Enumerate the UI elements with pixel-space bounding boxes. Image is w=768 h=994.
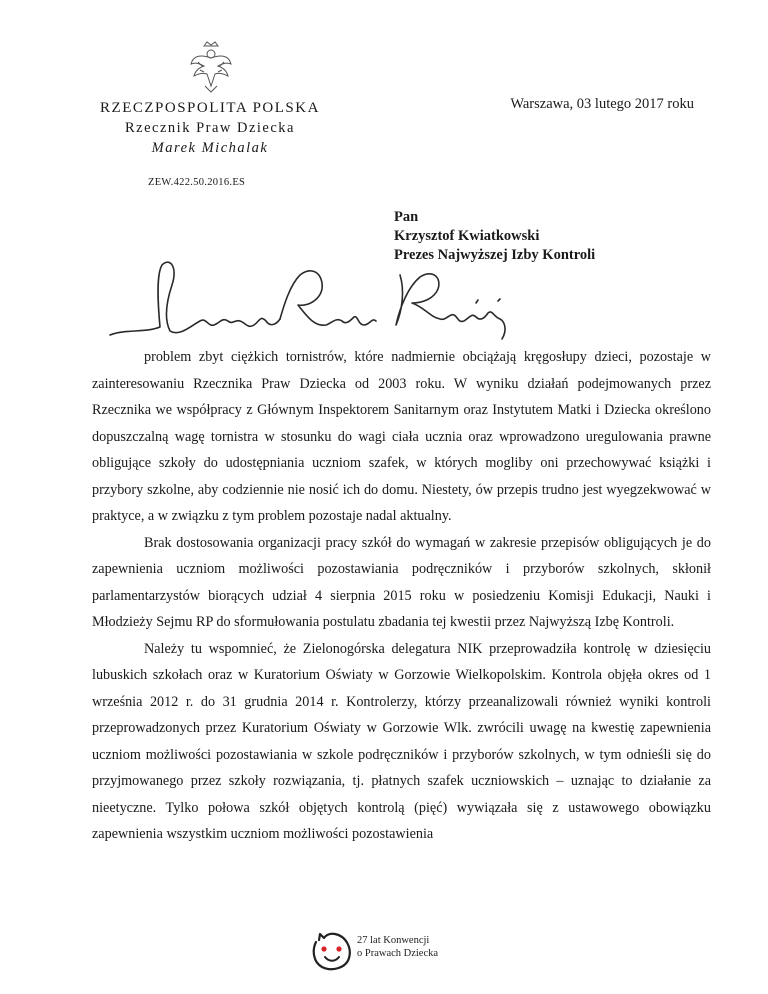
paragraph-3: Należy tu wspomnieć, że Zielonogórska delegatura NIK przeprowadziła kontrolę w dziesięciu lubuskich szkołach oraz w Kuratorium Oświaty w Gorzowie Wielkopolskim. Kontrola objęła okres od 1 września 2012 r. do 31 grudnia 2014 r. Kontrolerzy, którzy przeanalizowali również wyniki kontroli przeprowadzonych przez Kuratorium Oświaty w Gorzowie Wlk. zwrócili uwagę na kwestię zapewnienia uczniom możliwości pozostawiania w szkole podręczników i przyborów szkolnych, w tym odnieśli się do przyjmowanego przez szkoły rozwiązania, tj. płatnych szafek uczniowskich – uznając to działanie za nieetyczne. Tylko połowa szkół objętych kontrolą (pięć) wywiązała się z ustawowego obowiązku zapewnienia wszystkim uczniom możliwości pozostawienia bbox=[92, 640, 711, 842]
handwritten-salutation bbox=[100, 255, 520, 350]
letter-body bbox=[92, 344, 711, 848]
footer-logo-text bbox=[357, 934, 438, 960]
logo-text-line1: 27 lat Konwencji bbox=[357, 935, 430, 946]
case-reference: ZEW.422.50.2016.ES bbox=[148, 177, 246, 188]
logo-text-line2: o Prawach Dziecka bbox=[357, 948, 439, 959]
org-name: RZECZPOSPOLITA POLSKA bbox=[100, 100, 320, 116]
place-date: Warszawa, 03 lutego 2017 roku bbox=[510, 96, 694, 112]
addressee-position: Prezes Najwyższej Izby Kontroli bbox=[394, 247, 596, 263]
addressee-title: Pan bbox=[394, 209, 419, 225]
child-rights-logo-icon bbox=[308, 930, 354, 972]
org-subtitle: Rzecznik Praw Dziecka bbox=[125, 120, 295, 136]
addressee-name: Krzysztof Kwiatkowski bbox=[394, 228, 540, 244]
paragraph-2: Brak dostosowania organizacji pracy szkół do wymagań w zakresie przepisów obligujących je do zapewnienia uczniom możliwości pozostawiania podręczników i przyborów szkolnych, skłonił parlamentarzystów biorących udział 4 sierpnia 2015 roku w posiedzeniu Komisji Edukacji, Nauki i Młodzieży Sejmu RP do sformułowania postulatu zbadania tej kwestii przez Najwyższą Izbę Kontroli. bbox=[92, 534, 711, 630]
paragraph-1: problem zbyt ciężkich tornistrów, które nadmiernie obciążają kręgosłupy dzieci, pozostaje w zainteresowaniu Rzecznika Praw Dziecka od 2003 roku. W wyniku działań podejmowanych przez Rzecznika we współpracy z Głównym Inspektorem Sanitarnym oraz Instytutem Matki i Dziecka określono dopuszczalną wagę tornistra w stosunku do wagi ciała ucznia oraz wprowadzono uregulowania prawne obligujące szkoły do udostępniania uczniom szafek, w których mogliby oni przechowywać książki i przybory szkolne, aby codziennie nie nosić ich do domu. Niestety, ów przepis trudno jest wyegzekwować w praktyce, a w związku z tym problem pozostaje nadal aktualny. bbox=[92, 349, 711, 524]
org-person: Marek Michalak bbox=[151, 140, 269, 156]
eagle-emblem-icon bbox=[190, 40, 232, 94]
